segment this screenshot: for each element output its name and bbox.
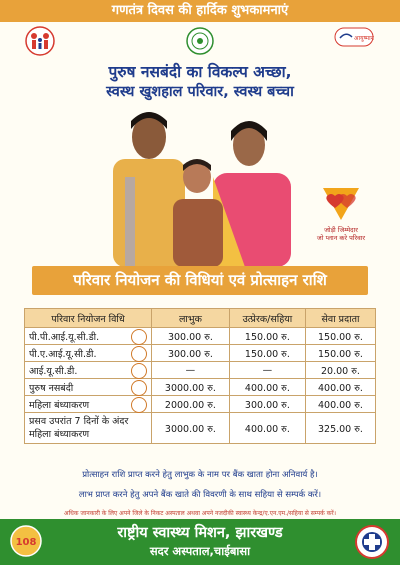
motivator-cell: 300.00 रु. — [229, 396, 305, 413]
ambulance-108-logo-icon — [10, 523, 42, 561]
table-row — [25, 345, 376, 362]
provider-cell: 400.00 रु. — [305, 396, 375, 413]
method-label: पुरुष नसबंदी — [29, 382, 74, 394]
headline — [10, 62, 390, 102]
nhm-logo-icon — [354, 523, 390, 561]
child-figure — [173, 199, 223, 267]
notes — [20, 468, 380, 502]
badge-line-1: जोड़ी जिम्मेदार — [324, 226, 358, 234]
beneficiary-cell: 300.00 रु. — [152, 328, 230, 345]
greeting-banner: गणतंत्र दिवस की हार्दिक शुभकामनाएं — [0, 0, 400, 22]
method-cell — [25, 345, 152, 362]
provider-cell: 20.00 रु. — [305, 362, 375, 379]
method-label: आई.यू.सी.डी. — [29, 365, 78, 377]
motivator-cell: 150.00 रु. — [229, 328, 305, 345]
table-row — [25, 396, 376, 413]
table-row — [25, 379, 376, 396]
note-line-2: लाभ प्राप्त करने हेतु अपने बैंक खाते की विवरणी के साथ सहिया से सम्पर्क करें। — [78, 490, 322, 500]
beneficiary-cell: 2000.00 रु. — [152, 396, 230, 413]
family-planning-logo-icon — [24, 26, 56, 56]
table-row — [25, 362, 376, 379]
method-icon — [131, 346, 147, 362]
table-row — [25, 413, 376, 444]
headline-line-1: पुरुष नसबंदी का विकल्प अच्छा, — [108, 63, 292, 81]
motivator-cell: 150.00 रु. — [229, 345, 305, 362]
heart-triangle-icon — [321, 186, 361, 222]
ayushman-logo-icon — [334, 26, 374, 48]
ambulance-number: 108 — [15, 537, 37, 548]
method-cell — [25, 328, 152, 345]
note-line-1: प्रोत्साहन राशि प्राप्त करने हेतु लाभुक के नाम पर बैंक खाता होना अनिवार्य है। — [82, 470, 318, 480]
beneficiary-cell: 300.00 रु. — [152, 345, 230, 362]
motivator-cell: 400.00 रु. — [229, 413, 305, 444]
motivator-cell: — — [229, 362, 305, 379]
table-header: सेवा प्रदाता — [305, 309, 375, 328]
fine-print: अधिक जानकारी के लिए अपने जिले के निकट अस्पताल अथवा अपने नजदीकी स्वास्थ्य केन्द्र/ए.एन.एम./सहिया से सम्पर्क करें। — [64, 510, 336, 517]
table-header: परिवार नियोजन विधि — [25, 309, 152, 328]
badge-line-2: जो प्लान करे परिवार — [316, 234, 366, 242]
motivator-cell: 400.00 रु. — [229, 379, 305, 396]
couple-badge — [306, 186, 376, 256]
family-photo — [105, 107, 295, 267]
table-header-row — [25, 309, 376, 328]
table-header: लाभुक — [152, 309, 230, 328]
state-emblem-icon — [186, 26, 214, 56]
method-icon — [131, 363, 147, 379]
method-label: पी.ए.आई.यू.सी.डी. — [29, 348, 97, 360]
method-cell — [25, 379, 152, 396]
beneficiary-cell: 3000.00 रु. — [152, 379, 230, 396]
ayushman-logo-text: आयुष्मान — [354, 35, 374, 42]
table-header: उत्प्रेरक/सहिया — [229, 309, 305, 328]
incentive-table — [24, 308, 376, 444]
method-icon — [131, 380, 147, 396]
provider-cell: 400.00 रु. — [305, 379, 375, 396]
provider-cell: 150.00 रु. — [305, 328, 375, 345]
provider-cell: 325.00 रु. — [305, 413, 375, 444]
method-cell: प्रसव उपरांत 7 दिनों के अंदर महिला बंध्याकरण — [25, 413, 152, 444]
table-row — [25, 328, 376, 345]
beneficiary-cell: 3000.00 रु. — [152, 413, 230, 444]
logo-strip — [0, 22, 400, 58]
section-banner: परिवार नियोजन की विधियां एवं प्रोत्साहन राशि — [32, 266, 368, 295]
provider-cell: 150.00 रु. — [305, 345, 375, 362]
method-label: महिला बंध्याकरण — [29, 399, 90, 411]
beneficiary-cell: — — [152, 362, 230, 379]
footer-title: राष्ट्रीय स्वास्थ्य मिशन, झारखण्ड — [117, 525, 283, 541]
method-cell — [25, 362, 152, 379]
method-icon — [131, 329, 147, 345]
headline-line-2: स्वस्थ खुशहाल परिवार, स्वस्थ बच्चा — [106, 84, 294, 100]
footer — [0, 519, 400, 565]
method-icon — [131, 397, 147, 413]
method-label: पी.पी.आई.यू.सी.डी. — [29, 331, 100, 343]
footer-subtitle: सदर अस्पताल,चाईबासा — [149, 544, 251, 558]
method-cell — [25, 396, 152, 413]
